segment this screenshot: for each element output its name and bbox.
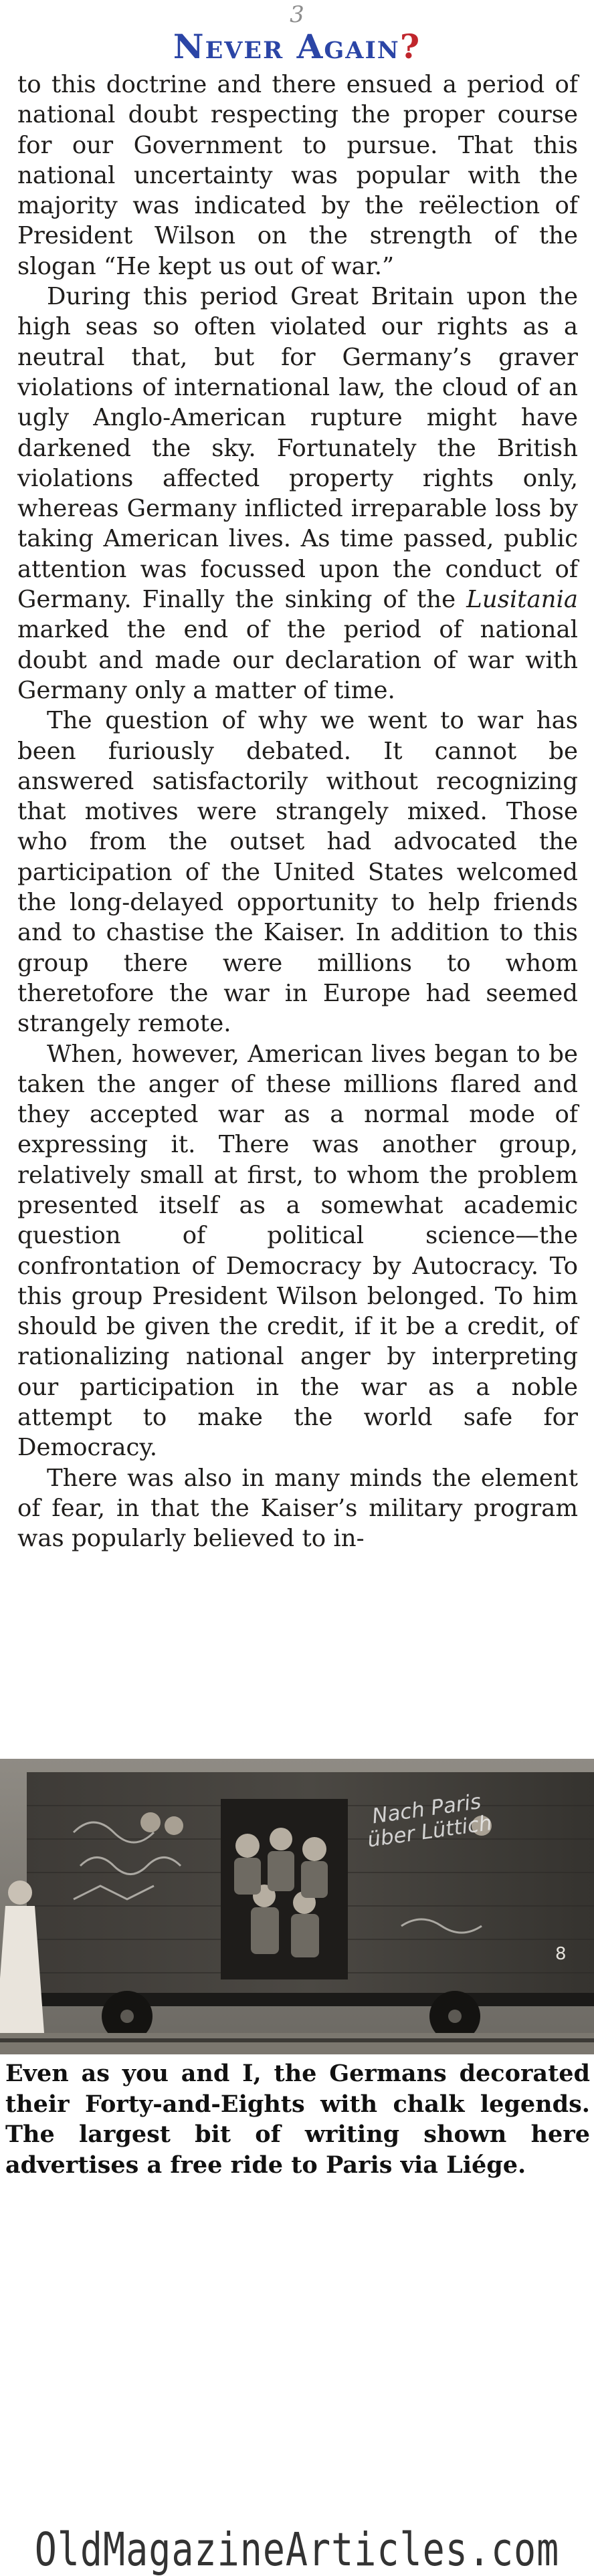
site-watermark[interactable]: OldMagazineArticles.com xyxy=(34,2523,560,2576)
header-title: Never Again xyxy=(173,27,400,66)
photo-caption: Even as you and I, the Germans decorated their Forty-and-Eights with chalk legends. The largest bit of writing shown here advertises a free ride to Paris via Liége. xyxy=(5,2060,590,2179)
car-number: 8 xyxy=(555,1944,567,1964)
header-question-mark: ? xyxy=(399,27,421,66)
paragraph-text: marked the end of the period of national doubt and made our declaration of war with Germany only a matter of time. xyxy=(17,616,578,704)
article-paragraph: When, however, American lives began to be taken the anger of these millions flared and they accepted war as a normal mode of expressing it. There was another group, relatively small at first, to whom the problem presented itself as a somewhat academic question of political science—the confrontation of Democracy by Autocracy. To this group President Wilson belonged. To him should be given the credit, if it be a credit, of rationalizing national anger by interpreting our participation in the war as a noble attempt to make the world safe for Democracy. xyxy=(17,1040,578,1462)
article-paragraph xyxy=(17,282,578,706)
page-number: 3 xyxy=(290,1,304,28)
article-body xyxy=(17,70,578,1554)
article-paragraph: The question of why we went to war has been furiously debated. It cannot be answered satisfactorily without recognizing that motives were strangely mixed. Those who from the outset had advocated the participation of the United States welcomed the long-delayed opportunity to help friends and to chastise the Kaiser. In addition to this group there were millions to whom theretofore the war in Europe had seemed strangely remote. xyxy=(17,707,578,1038)
ship-name: Lusitania xyxy=(466,586,578,614)
page-header xyxy=(0,27,594,66)
article-paragraph: to this doctrine and there ensued a period of national doubt respecting the proper course for our Government to pursue. That this national uncertainty was popular with the majority was indicated by the reëlection of President Wilson on the strength of the slogan “He kept us out of war.” xyxy=(17,71,578,280)
article-paragraph: There was also in many minds the element of fear, in that the Kaiser’s military program was popularly believed to in- xyxy=(17,1464,578,1553)
chalk-legend: Nach Paris über Lüttich xyxy=(366,1789,494,1852)
paragraph-text: During this period Great Britain upon the high seas so often violated our rights as a neutral that, but for Germany’s graver violations of international law, the cloud of an ugly Anglo-American rupture might have darkened the sky. Fortunately the British violations affected property rights only, whereas Germany inflicted irreparable loss by taking American lives. As time passed, public attention was focussed upon the conduct of Germany. Finally the sinking of the xyxy=(17,283,578,614)
boxcar-photo xyxy=(0,1759,594,2054)
